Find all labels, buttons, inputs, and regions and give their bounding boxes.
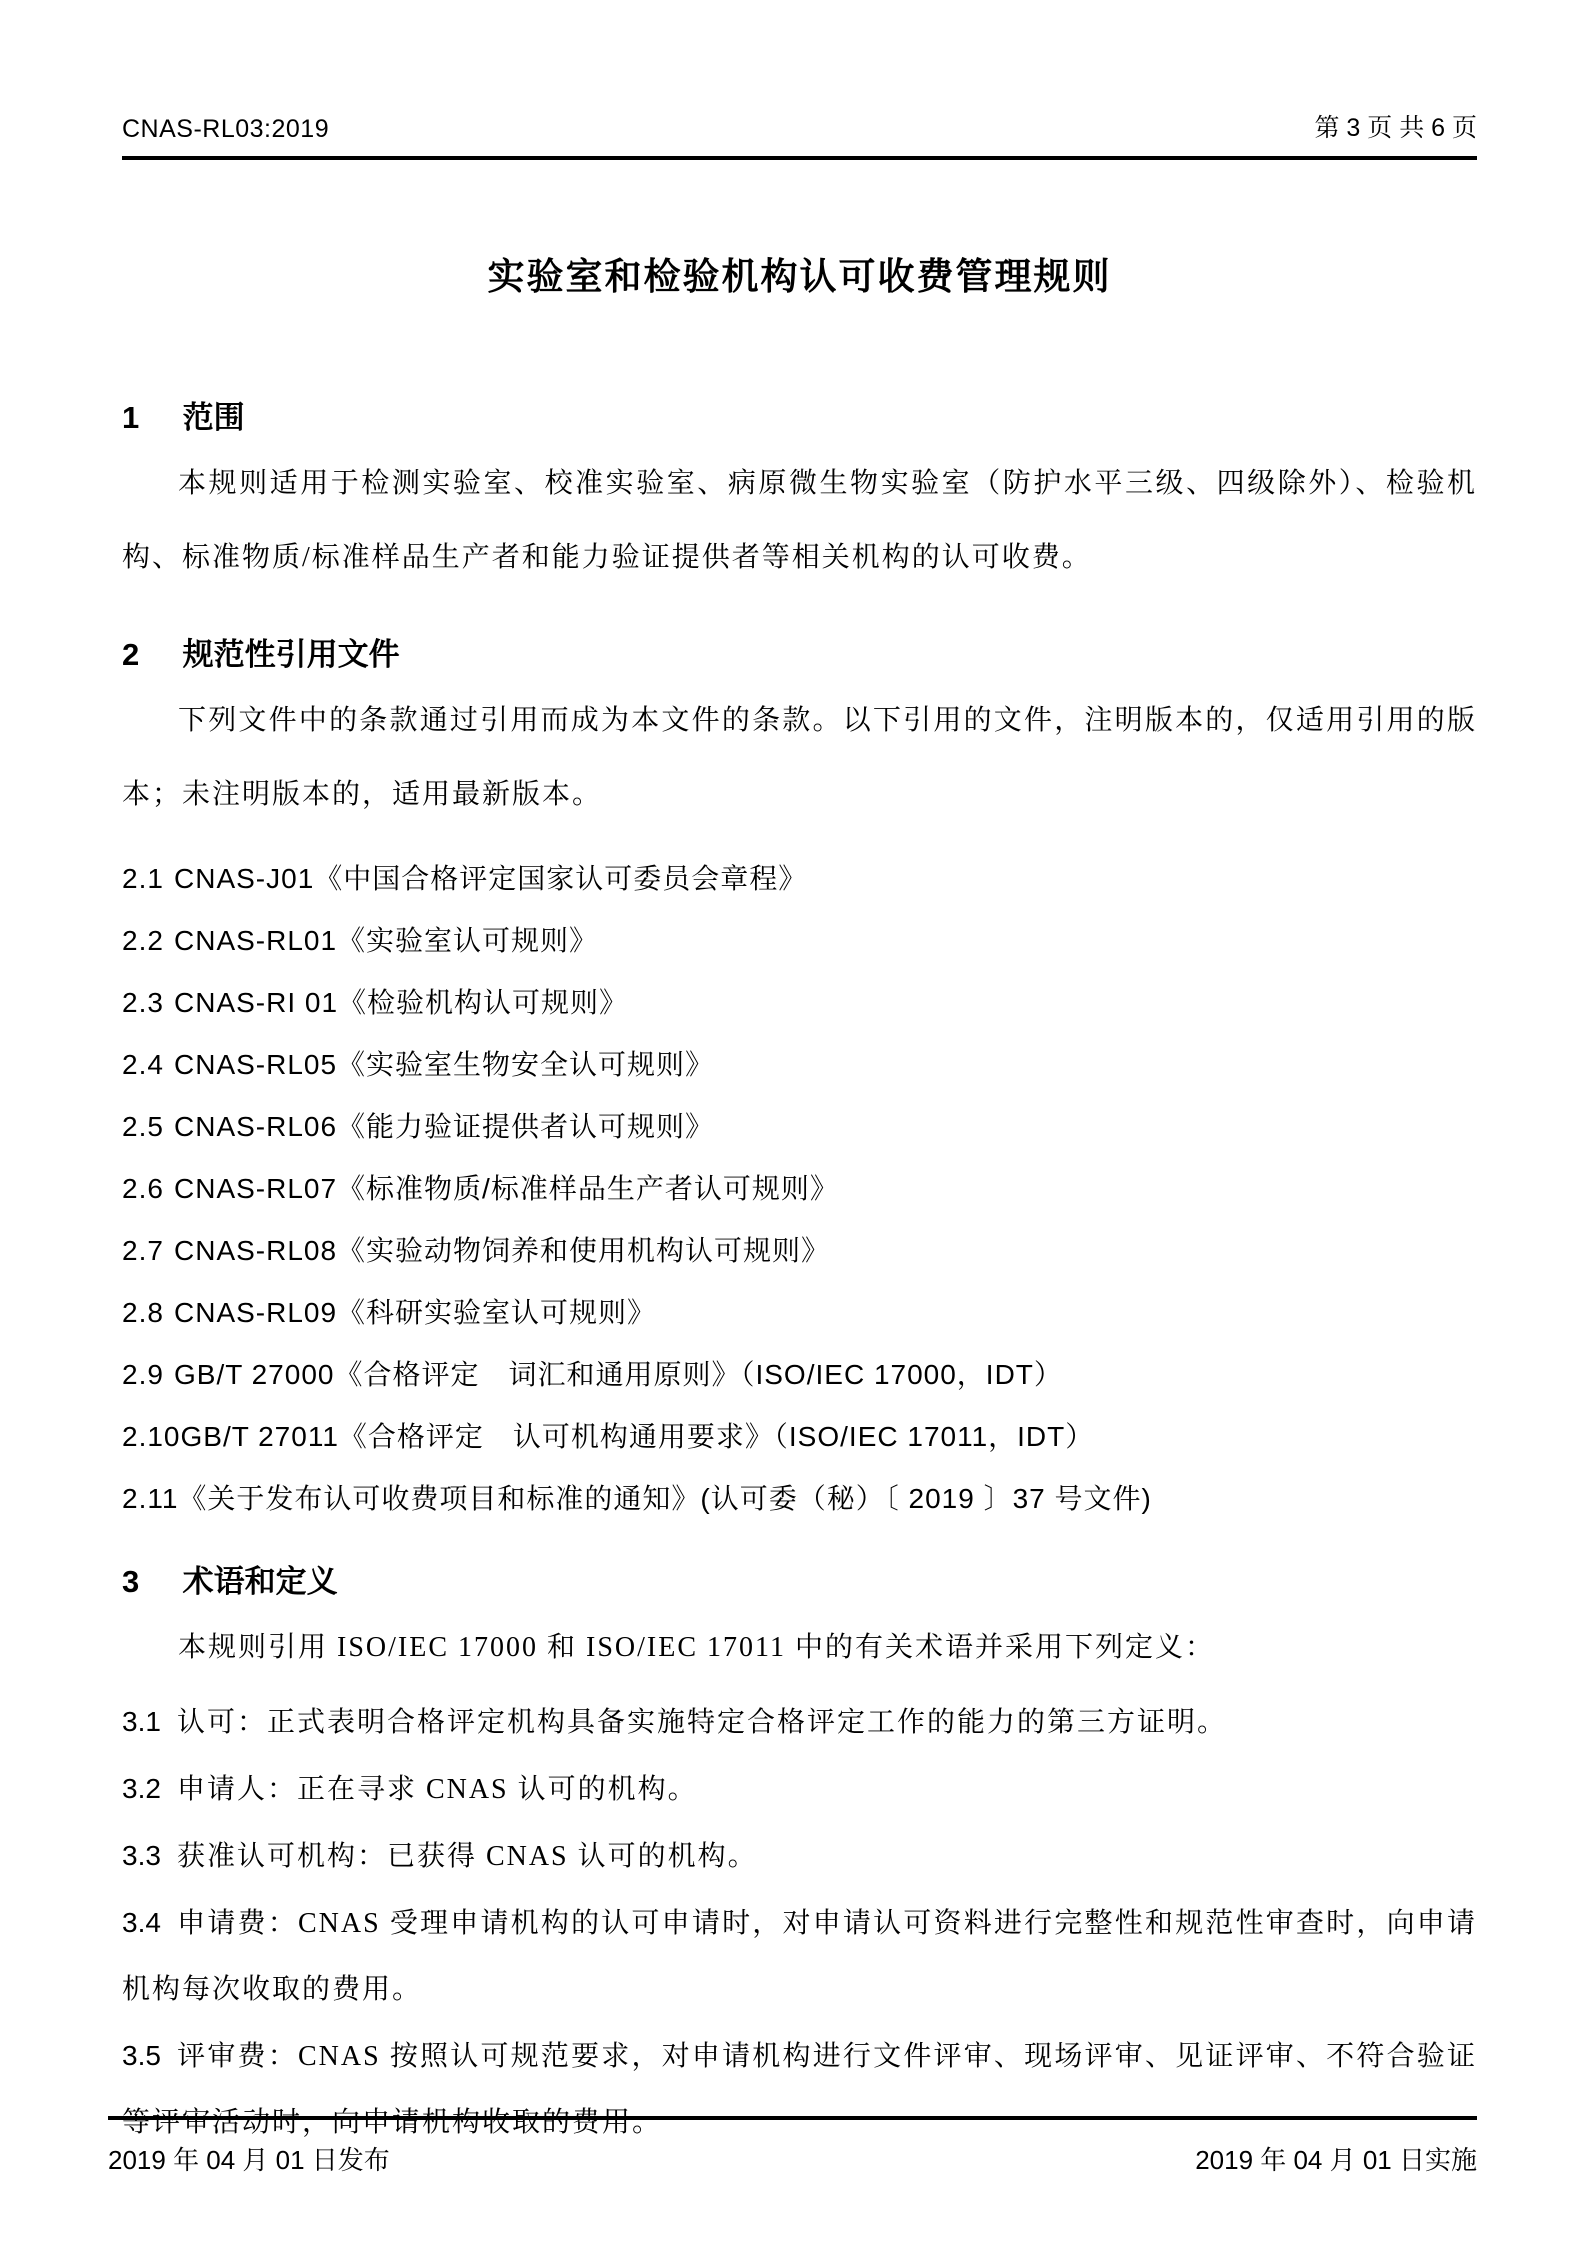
section-3-title: 术语和定义 [182, 1564, 338, 1599]
reference-number: 2.7 [122, 1235, 164, 1266]
reference-item [122, 848, 1477, 910]
reference-item [122, 972, 1477, 1034]
term-text: 获准认可机构：已获得 CNAS 认可的机构。 [176, 1841, 758, 1872]
reference-number: 2.6 [122, 1173, 164, 1204]
section-3-number: 3 [122, 1564, 140, 1599]
term-number: 3.3 [122, 1840, 161, 1871]
reference-item [122, 1344, 1477, 1406]
term-text: 申请人：正在寻求 CNAS 认可的机构。 [176, 1774, 698, 1805]
term-item [122, 1756, 1477, 1823]
reference-text: CNAS-RL06《能力验证提供者认可规则》 [174, 1111, 715, 1142]
release-date: 2019 年 04 月 01 日发布 [108, 2145, 390, 2175]
term-item [122, 1823, 1477, 1890]
reference-text: CNAS-RL07《标准物质/标准样品生产者认可规则》 [174, 1173, 839, 1204]
reference-item [122, 1282, 1477, 1344]
term-number: 3.2 [122, 1773, 161, 1804]
reference-text: GB/T 27011《合格评定 认可机构通用要求》（ISO/IEC 17011，IDT） [180, 1421, 1095, 1452]
reference-item [122, 1034, 1477, 1096]
section-1-number: 1 [122, 400, 140, 435]
reference-text: 《关于发布认可收费项目和标准的通知》(认可委（秘）〔 2019 〕37 号文件) [178, 1483, 1152, 1514]
page-header [122, 108, 1477, 160]
reference-item [122, 1220, 1477, 1282]
section-2-number: 2 [122, 637, 140, 672]
terms-definitions-list [122, 1689, 1477, 2156]
page-number-info: 第 3 页 共 6 页 [1314, 114, 1477, 142]
reference-item [122, 1096, 1477, 1158]
reference-number: 2.10 [122, 1421, 181, 1452]
term-text: 申请费：CNAS 受理申请机构的认可申请时，对申请认可资料进行完整性和规范性审查时，向申请机构每次收取的费用。 [122, 1908, 1477, 2005]
document-code: CNAS-RL03:2019 [122, 115, 330, 143]
section-2-heading [122, 629, 1477, 674]
term-number: 3.5 [122, 2040, 161, 2071]
reference-number: 2.3 [122, 987, 164, 1018]
term-item [122, 1890, 1477, 2023]
reference-number: 2.2 [122, 925, 164, 956]
reference-number: 2.5 [122, 1111, 164, 1142]
reference-text: CNAS-RL08《实验动物饲养和使用机构认可规则》 [174, 1235, 831, 1266]
term-text: 评审费：CNAS 按照认可规范要求，对申请机构进行文件评审、现场评审、见证评审、不符合验证等评审活动时，向申请机构收取的费用。 [122, 2041, 1477, 2138]
reference-text: CNAS-J01《中国合格评定国家认可委员会章程》 [174, 863, 808, 894]
implementation-date: 2019 年 04 月 01 日实施 [1195, 2145, 1477, 2175]
section-1-title: 范围 [182, 400, 245, 435]
term-item [122, 1689, 1477, 1756]
reference-number: 2.8 [122, 1297, 164, 1328]
document-title: 实验室和检验机构认可收费管理规则 [487, 256, 1112, 297]
reference-number: 2.4 [122, 1049, 164, 1080]
reference-text: CNAS-RI 01《检验机构认可规则》 [174, 987, 629, 1018]
section-3-paragraph: 本规则引用 ISO/IEC 17000 和 ISO/IEC 17011 中的有关术语并采用下列定义： [178, 1632, 1215, 1663]
section-2-title: 规范性引用文件 [182, 637, 400, 672]
reference-item [122, 1406, 1477, 1468]
term-number: 3.1 [122, 1706, 161, 1737]
term-number: 3.4 [122, 1907, 161, 1938]
reference-item [122, 1468, 1477, 1530]
reference-number: 2.1 [122, 863, 164, 894]
reference-number: 2.11 [122, 1483, 179, 1514]
section-1-paragraph: 本规则适用于检测实验室、校准实验室、病原微生物实验室（防护水平三级、四级除外）、检验机构、标准物质/标准样品生产者和能力验证提供者等相关机构的认可收费。 [122, 468, 1477, 573]
section-2-paragraph: 下列文件中的条款通过引用而成为本文件的条款。以下引用的文件，注明版本的，仅适用引用的版本；未注明版本的，适用最新版本。 [122, 705, 1477, 810]
reference-item [122, 910, 1477, 972]
reference-text: CNAS-RL05《实验室生物安全认可规则》 [174, 1049, 715, 1080]
section-3-heading [122, 1556, 1477, 1601]
reference-text: CNAS-RL01《实验室认可规则》 [174, 925, 599, 956]
section-1-heading [122, 392, 1477, 437]
reference-number: 2.9 [122, 1359, 164, 1390]
reference-text: CNAS-RL09《科研实验室认可规则》 [174, 1297, 657, 1328]
term-text: 认可：正式表明合格评定机构具备实施特定合格评定工作的能力的第三方证明。 [176, 1707, 1227, 1738]
reference-text: GB/T 27000《合格评定 词汇和通用原则》（ISO/IEC 17000，IDT） [174, 1359, 1063, 1390]
reference-item [122, 1158, 1477, 1220]
page-footer [108, 2116, 1477, 2177]
normative-references-list [122, 848, 1477, 1530]
